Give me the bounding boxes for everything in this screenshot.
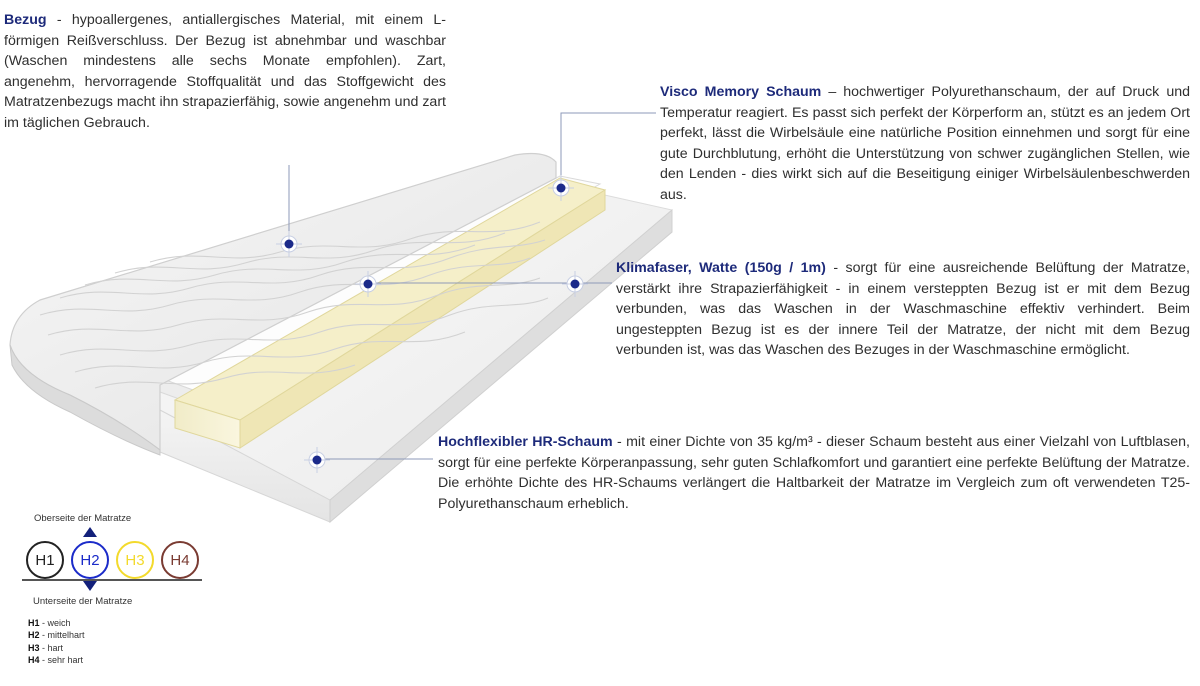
klima-term: Klimafaser, Watte (150g / 1m) [616, 260, 826, 276]
hardness-h1-circle: H1 [26, 541, 64, 579]
legend-item [28, 629, 85, 641]
hardness-baseline [22, 579, 202, 581]
visco-term: Visco Memory Schaum [660, 84, 822, 100]
hardness-legend [28, 617, 85, 666]
hardness-top-label: Oberseite der Matratze [34, 513, 132, 524]
bezug-text: - hypoallergenes, antiallergisches Material, mit einem L-förmigen Reißverschluss. Der Bezug ist abnehmbar und waschbar (Waschen mindestens alle sechs Monate empfohlen). Zart, angenehm, hervorragende Stoffqualität und das Stoffgewicht des Matratzenbezugs macht ihn strapazierfähig, sowie angenehm und zart im täglichen Gebrauch. [4, 12, 446, 131]
legend-item [28, 617, 85, 629]
legend-item [28, 654, 85, 666]
hardness-h3-circle: H3 [116, 541, 154, 579]
visco-description [660, 82, 1190, 206]
visco-text: – hochwertiger Polyurethanschaum, der auf Druck und Temperatur reagiert. Es passt sich perfekt der Körperform an, stützt es an jedem Ort perfekt, lässt die Wirbelsäule eine natürliche Position einnehmen und sorgt für eine gute Durchblutung, erhöht die Unterstützung von schwer zugänglichen Stellen, wie den Lenden - dies wirkt sich auf die Beseitigung einiger Wirbelsäulenbeschwerden aus. [660, 84, 1190, 203]
legend-code: H3 [28, 642, 40, 653]
klima-text: - sorgt für eine ausreichende Belüftung der Matratze, verstärkt ihre Strapazierfähigkeit - in einem versteppten Bezug ist er mit dem Bezug verbunden, was das Waschen in der Waschmaschine effektiv verhindert. Beim ungesteppten Bezug ist es der innere Teil der Matratze, der nicht mit dem Bezug verbunden ist, was das Waschen des Bezuges in der Waschmaschine ermöglicht. [616, 260, 1190, 359]
visco-leader-line [561, 113, 656, 186]
legend-text: - hart [39, 642, 64, 653]
arrow-down-icon [83, 581, 97, 591]
hr-text: - mit einer Dichte von 35 kg/m³ - dieser Schaum besteht aus einer Vielzahl von Luftblasen, sorgt für eine perfekte Körperanpassung, sehr guten Schlafkomfort und garantiert eine perfekte Belüftung der Matratze. Die erhöhte Dichte des HR-Schaums verlängert die Haltbarkeit der Matratze im Vergleich zum oft verwendeten T25-Polyurethanschaum erheblich. [438, 434, 1190, 512]
legend-item [28, 642, 85, 654]
hr-description [438, 432, 1190, 514]
bezug-description [4, 10, 446, 134]
legend-code: H1 [28, 618, 40, 628]
arrow-up-icon [83, 527, 97, 537]
hr-term: Hochflexibler HR-Schaum [438, 434, 613, 450]
legend-text: - mittelhart [39, 630, 85, 641]
hardness-h2-circle: H2 [71, 541, 109, 579]
klima-description [616, 258, 1190, 361]
hardness-bottom-label: Unterseite der Matratze [33, 596, 133, 607]
legend-code: H4 [28, 654, 40, 665]
legend-code: H2 [28, 630, 40, 641]
bezug-term: Bezug [4, 12, 47, 28]
hardness-h4-circle: H4 [161, 541, 199, 579]
legend-text: - sehr hart [39, 654, 84, 665]
legend-text: - weich [39, 618, 71, 628]
